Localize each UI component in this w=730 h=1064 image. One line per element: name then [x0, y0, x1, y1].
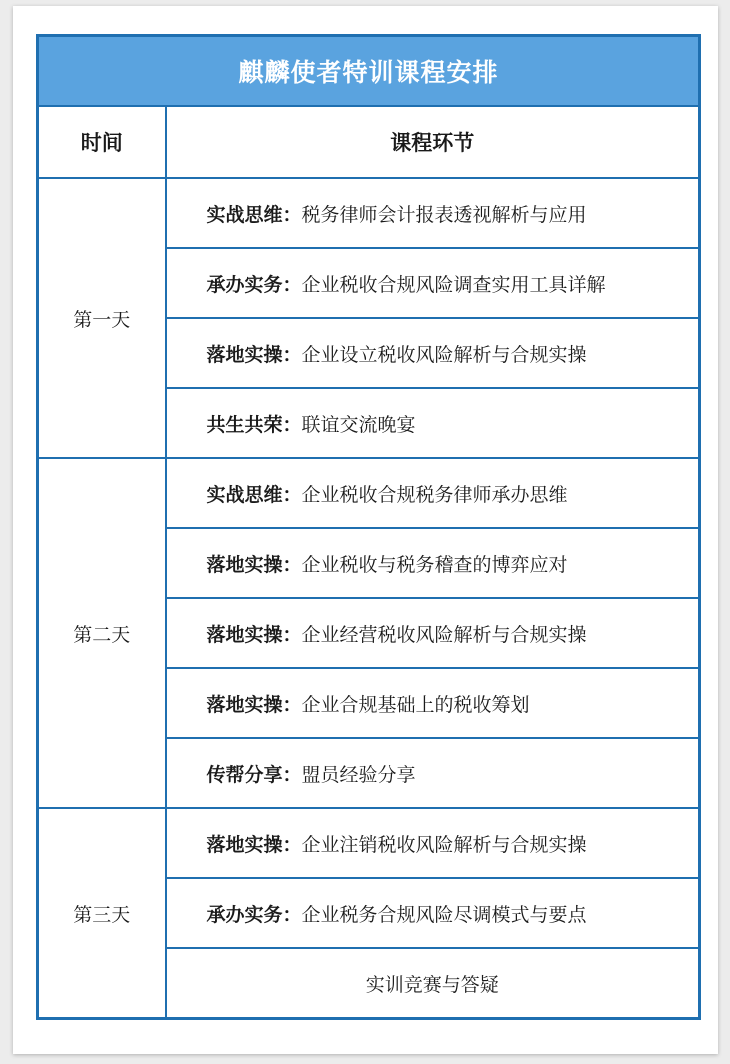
- session-label: 实战思维：: [206, 203, 302, 226]
- session-label: 共生共荣：: [206, 413, 302, 436]
- session-label: 承办实务：: [206, 273, 302, 296]
- session-text: 企业税收合规风险调查实用工具详解: [301, 273, 606, 296]
- session-label: 落地实操：: [206, 693, 302, 716]
- header-session: 课程环节: [166, 106, 700, 178]
- day-cell-3: 第三天: [38, 808, 166, 1019]
- schedule-table: [36, 34, 701, 1020]
- session-item: [166, 948, 700, 1019]
- session-item: [166, 248, 700, 318]
- table-row: [38, 178, 700, 248]
- session-text: 企业设立税收风险解析与合规实操: [301, 343, 587, 366]
- session-text: 实训竞赛与答疑: [365, 973, 499, 996]
- session-text: 联谊交流晚宴: [301, 413, 416, 436]
- day-cell-2: 第二天: [38, 458, 166, 808]
- session-item: [166, 388, 700, 458]
- session-text: 企业税收与税务稽查的博弈应对: [301, 553, 568, 576]
- session-label: 落地实操：: [206, 343, 302, 366]
- session-text: 企业税务合规风险尽调模式与要点: [301, 903, 587, 926]
- session-text: 企业合规基础上的税收筹划: [301, 693, 530, 716]
- session-text: 企业经营税收风险解析与合规实操: [301, 623, 587, 646]
- session-text: 税务律师会计报表透视解析与应用: [301, 203, 587, 226]
- session-item: [166, 458, 700, 528]
- day-cell-1: 第一天: [38, 178, 166, 458]
- table-row: [38, 458, 700, 528]
- session-item: [166, 178, 700, 248]
- session-item: [166, 738, 700, 808]
- session-item: [166, 318, 700, 388]
- session-text: 盟员经验分享: [301, 763, 416, 786]
- table-title: 麒麟使者特训课程安排: [38, 36, 700, 107]
- header-time: 时间: [38, 106, 166, 178]
- session-item: [166, 668, 700, 738]
- session-label: 落地实操：: [206, 553, 302, 576]
- session-label: 承办实务：: [206, 903, 302, 926]
- session-label: 实战思维：: [206, 483, 302, 506]
- session-label: 落地实操：: [206, 623, 302, 646]
- session-label: 落地实操：: [206, 833, 302, 856]
- session-text: 企业税收合规税务律师承办思维: [301, 483, 568, 506]
- table-row: [38, 808, 700, 878]
- session-item: [166, 598, 700, 668]
- session-label: 传帮分享：: [206, 763, 302, 786]
- session-item: [166, 808, 700, 878]
- session-text: 企业注销税收风险解析与合规实操: [301, 833, 587, 856]
- session-item: [166, 878, 700, 948]
- session-item: [166, 528, 700, 598]
